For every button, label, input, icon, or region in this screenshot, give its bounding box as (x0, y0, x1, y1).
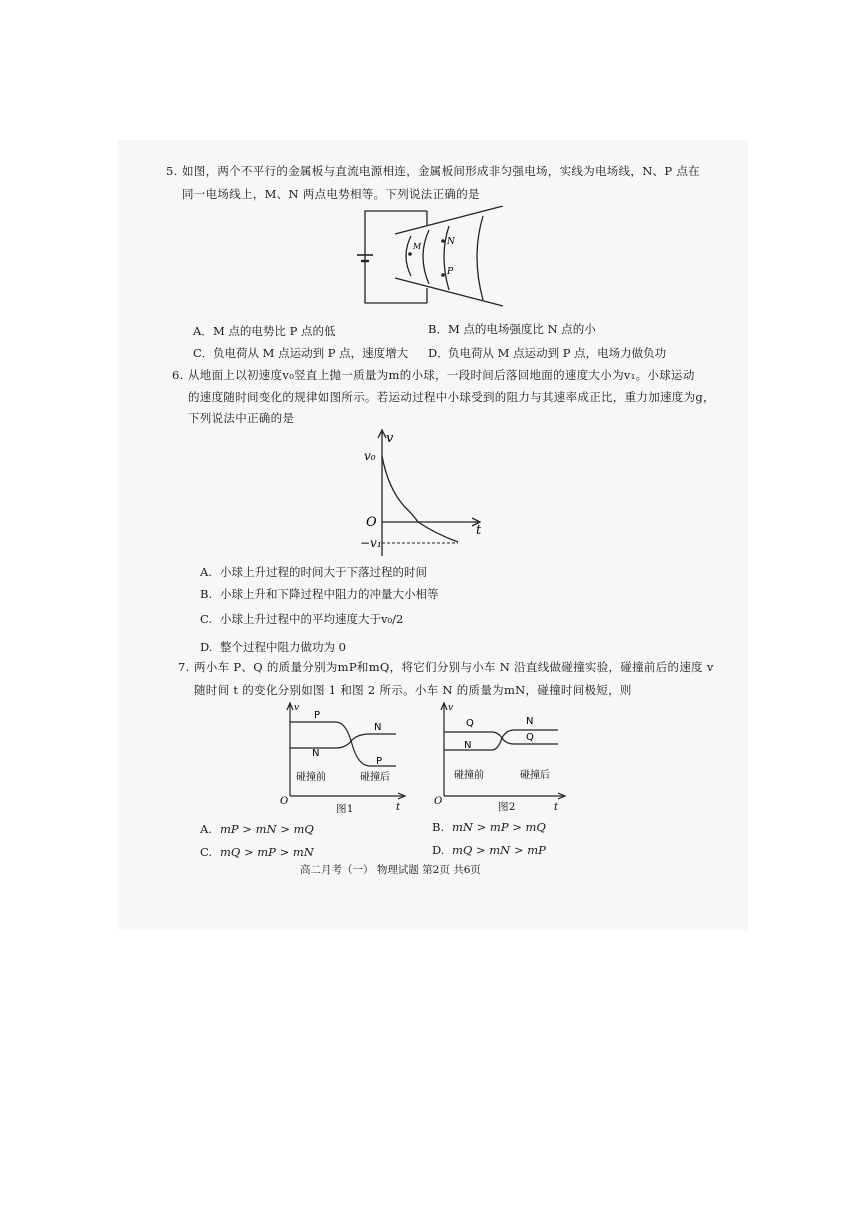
option-text: M 点的电势比 P 点的低 (213, 324, 336, 338)
q7-option-d[interactable] (432, 843, 546, 857)
q5-stem-line1: 如图，两个不平行的金属板与直流电源相连，金属板间形成非匀强电场，实线为电场线，N、P 点在 (182, 164, 700, 178)
fig2-t-label: t (554, 802, 559, 813)
fig2-caption: 图2 (498, 801, 516, 813)
fig1-t-label: t (396, 802, 401, 813)
fig2-label-Q-before: Q (466, 718, 474, 729)
v0-label: v₀ (364, 449, 376, 463)
q7-stem-line2: 随时间 t 的变化分别如图 1 和图 2 所示。小车 N 的质量为mN，碰撞时间极短，则 (194, 683, 632, 697)
q6-option-b[interactable] (200, 587, 439, 601)
q5-number: 5. (166, 164, 178, 178)
option-text: 负电荷从 M 点运动到 P 点，速度增大 (213, 346, 409, 360)
q7-option-c[interactable] (200, 845, 314, 859)
point-P (441, 273, 445, 277)
q6-velocity-time-graph (360, 426, 490, 558)
q5-option-b[interactable] (428, 322, 596, 336)
option-label: A． (193, 324, 213, 338)
option-label: A. (200, 822, 212, 836)
option-label: C. (200, 845, 213, 859)
option-text: 负电荷从 M 点运动到 P 点，电场力做负功 (448, 346, 667, 360)
fig1-after-label: 碰撞后 (360, 772, 390, 783)
q7-stem-line1: 两小车 P、Q 的质量分别为mP和mQ，将它们分别与小车 N 沿直线做碰撞实验，碰撞前后的速度 v (194, 660, 714, 674)
q5-option-d[interactable] (428, 346, 666, 360)
fig1-label-N-after: N (374, 722, 382, 733)
q7-option-b[interactable] (432, 820, 546, 834)
option-label: D. (200, 640, 213, 654)
option-label: B． (428, 322, 448, 336)
option-label: A. (200, 565, 212, 579)
origin-label: O (366, 515, 377, 530)
option-label: B. (200, 587, 213, 601)
fig1-v-label: v (294, 703, 300, 713)
point-N (441, 239, 445, 243)
q6-stem-line1: 从地面上以初速度v₀竖直上抛一质量为m的小球，一段时间后落回地面的速度大小为v₁。小球运动 (188, 368, 695, 382)
q5-stem-line2: 同一电场线上，M、N 两点电势相等。下列说法正确的是 (182, 187, 480, 201)
label-P: P (447, 267, 454, 277)
fig2-N-line (444, 730, 558, 750)
q6-option-d[interactable] (200, 640, 346, 654)
option-text: M 点的电场强度比 N 点的小 (448, 322, 596, 336)
axis-label-t: t (476, 523, 482, 538)
option-label: D. (432, 843, 445, 857)
fig2-label-N-after: N (526, 716, 534, 727)
label-N: N (447, 237, 455, 247)
option-text: 小球上升和下降过程中阻力的冲量大小相等 (220, 587, 439, 601)
option-label: C. (200, 612, 213, 626)
field-line-3 (444, 226, 449, 290)
q5-option-a[interactable] (193, 324, 335, 338)
q5-field-figure (355, 206, 515, 310)
q7-number: 7. (178, 660, 190, 674)
fig1-origin: O (280, 796, 289, 807)
fig1-label-P-before: P (314, 710, 321, 721)
option-label: C． (193, 346, 214, 360)
fig2-v-label: v (448, 703, 454, 713)
rising-curve (382, 456, 418, 522)
circuit-wire (365, 211, 427, 303)
option-label: D． (428, 346, 449, 360)
q6-stem-line3: 下列说法中正确的是 (188, 411, 295, 425)
fig2-after-label: 碰撞后 (520, 770, 550, 781)
upper-plate (395, 206, 503, 234)
option-label: B. (432, 820, 445, 834)
q6-option-a[interactable] (200, 565, 427, 579)
option-text: mN > mP > mQ (452, 820, 546, 834)
option-text: 小球上升过程中的平均速度大于v₀/2 (220, 612, 404, 626)
fig2-before-label: 碰撞前 (454, 770, 484, 781)
option-text: 整个过程中阻力做功为 0 (220, 640, 346, 654)
fig1-N-line (290, 734, 396, 748)
q7-option-a[interactable] (200, 822, 314, 836)
q6-number: 6. (172, 368, 184, 382)
option-text: mP > mN > mQ (220, 822, 314, 836)
fig1-label-N-before: N (312, 748, 320, 759)
fig1-caption: 图1 (336, 803, 354, 815)
q6-stem-line2: 的速度随时间变化的规律如图所示。若运动过程中小球受到的阻力与其速率成正比，重力加速度为g， (188, 390, 715, 404)
q7-figure-1 (280, 700, 410, 818)
fig1-before-label: 碰撞前 (296, 772, 326, 783)
option-text: mQ > mN > mP (452, 843, 546, 857)
label-M: M (413, 242, 422, 251)
fig1-label-P-after: P (376, 756, 383, 767)
lower-plate (395, 278, 503, 306)
option-text: mQ > mP > mN (220, 845, 314, 859)
axis-label-v: v (386, 431, 394, 446)
fig2-label-Q-after: Q (526, 732, 534, 743)
falling-curve (418, 522, 458, 542)
field-line-4 (477, 216, 483, 300)
q6-option-c[interactable] (200, 612, 403, 626)
q5-option-c[interactable] (193, 346, 408, 360)
option-text: 小球上升过程的时间大于下落过程的时间 (220, 565, 427, 579)
field-line-2 (423, 230, 429, 284)
point-M (408, 252, 412, 256)
page-footer: 高二月考（一） 物理试题 第2页 共6页 (300, 864, 481, 876)
fig2-origin: O (434, 796, 443, 807)
neg-v1-label: −v₁ (360, 536, 382, 550)
fig2-label-N-before: N (464, 740, 472, 751)
field-line-1 (406, 236, 411, 276)
